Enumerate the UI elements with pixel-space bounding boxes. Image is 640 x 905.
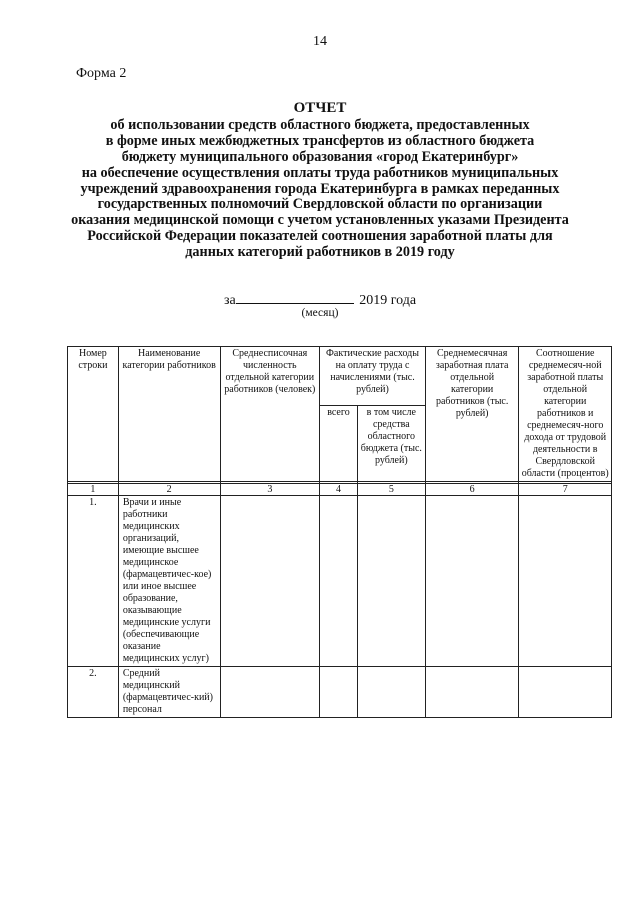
header-expenses: Фактические расходы на оплату труда с начислениями (тыс. рублей)	[320, 347, 426, 406]
column-number: 2	[118, 484, 220, 496]
row-category: Средний медицинский (фармацевтичес-кий) персонал	[118, 667, 220, 718]
row-number: 2.	[68, 667, 119, 718]
form-label: Форма 2	[76, 66, 127, 81]
expenses-total-cell[interactable]	[320, 496, 358, 667]
expenses-regional-cell[interactable]	[357, 496, 425, 667]
title-line: на обеспечение осуществления оплаты труда работников муниципальных	[81, 164, 559, 181]
row-number: 1.	[68, 496, 119, 667]
column-number: 3	[220, 484, 320, 496]
title-line: данных категорий работников в 2019 году	[185, 244, 455, 261]
column-number: 6	[425, 484, 519, 496]
expenses-total-cell[interactable]	[320, 667, 358, 718]
header-category: Наименование категории работников	[118, 347, 220, 482]
report-table	[67, 346, 612, 718]
expenses-regional-cell[interactable]	[357, 667, 425, 718]
table-row	[68, 496, 612, 667]
title-line: оказания медицинской помощи с учетом установленных указами Президента	[71, 212, 569, 229]
period-prefix: за	[223, 293, 236, 308]
header-expenses-total: всего	[320, 406, 358, 482]
column-number: 1	[68, 484, 119, 496]
title-line: Российской Федерации показателей соотношения заработной платы для	[87, 228, 553, 245]
ratio-cell[interactable]	[519, 496, 612, 667]
header-avg-salary: Среднемесячная заработная плата отдельной категории работников (тыс. рублей)	[425, 347, 519, 482]
title-line: учреждений здравоохранения города Екатеринбурга в рамках переданных	[80, 180, 560, 197]
column-number: 4	[320, 484, 358, 496]
header-expenses-regional: в том числе средства областного бюджета (тыс. рублей)	[357, 406, 425, 482]
title-line: бюджету муниципального образования «город Екатеринбург»	[121, 148, 519, 165]
title-line: об использовании средств областного бюджета, предоставленных	[110, 116, 530, 133]
header-row-number: Номер строки	[68, 347, 119, 482]
headcount-cell[interactable]	[220, 496, 320, 667]
ratio-cell[interactable]	[519, 667, 612, 718]
avg-salary-cell[interactable]	[425, 496, 519, 667]
month-blank-field[interactable]	[236, 290, 354, 304]
header-headcount: Среднесписочная численность отдельной категории работников (человек)	[220, 347, 320, 482]
table-header-row	[68, 347, 612, 406]
title-line: в форме иных межбюджетных трансфертов из областного бюджета	[105, 132, 535, 149]
headcount-cell[interactable]	[220, 667, 320, 718]
column-number: 7	[519, 484, 612, 496]
report-title-block	[70, 101, 570, 261]
column-number: 5	[357, 484, 425, 496]
row-category: Врачи и иные работники медицинских организаций, имеющие высшее медицинское (фармацевтичес-кое) или иное высшее образование, оказывающие медицинские услуги (обеспечивающие оказание медицинских услуг)	[118, 496, 220, 667]
avg-salary-cell[interactable]	[425, 667, 519, 718]
column-number-row	[68, 484, 612, 496]
report-title: ОТЧЕТ	[293, 100, 347, 116]
period-caption: (месяц)	[301, 307, 339, 319]
period-suffix: 2019 года	[359, 293, 417, 308]
page-number: 14	[313, 34, 327, 49]
header-ratio: Соотношение среднемесяч-ной заработной платы отдельной категории работников и среднемесяч-ного дохода от трудовой деятельности в Свердловской области (процентов)	[519, 347, 612, 482]
title-line: государственных полномочий Свердловской области по организации	[97, 196, 543, 213]
table-row	[68, 667, 612, 718]
